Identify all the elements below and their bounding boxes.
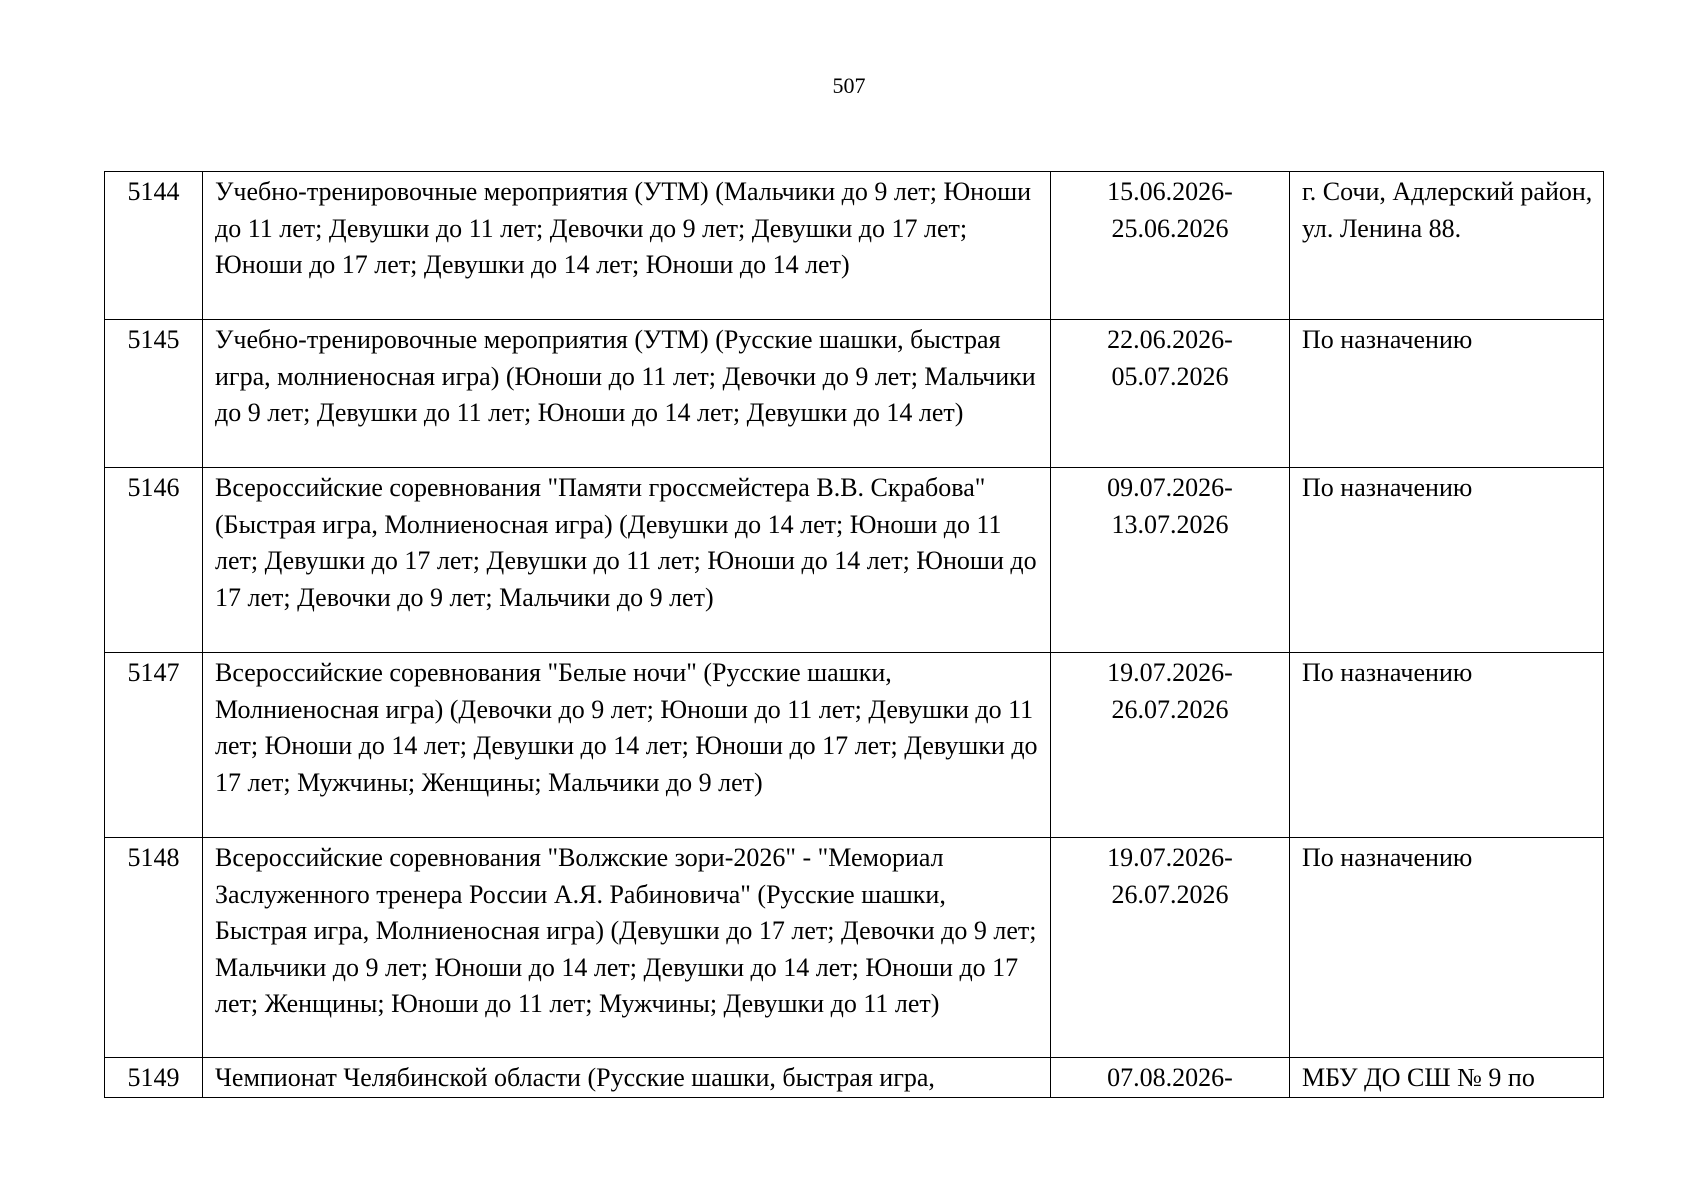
event-place: По назначению	[1290, 838, 1604, 1058]
event-dates	[1051, 172, 1290, 320]
page-number: 507	[832, 73, 866, 98]
event-number: 5145	[105, 320, 203, 468]
date-start: 19.07.2026-	[1107, 658, 1233, 687]
date-start: 07.08.2026-	[1107, 1063, 1233, 1092]
event-dates	[1051, 653, 1290, 838]
date-start: 19.07.2026-	[1107, 843, 1233, 872]
event-name: Чемпионат Челябинской области (Русские шашки, быстрая игра,	[203, 1058, 1051, 1098]
event-place: МБУ ДО СШ № 9 по	[1290, 1058, 1604, 1098]
event-name: Учебно-тренировочные мероприятия (УТМ) (Русские шашки, быстрая игра, молниеносная игра) (Юноши до 11 лет; Девочки до 9 лет; Мальчики до 9 лет; Девушки до 11 лет; Юноши до 14 лет; Девушки до 14 лет)	[203, 320, 1051, 468]
event-number: 5147	[105, 653, 203, 838]
events-table	[104, 171, 1604, 1098]
table-row	[105, 172, 1604, 320]
date-start: 22.06.2026-	[1107, 325, 1233, 354]
event-dates	[1051, 320, 1290, 468]
date-start: 15.06.2026-	[1107, 177, 1233, 206]
event-name: Учебно-тренировочные мероприятия (УТМ) (Мальчики до 9 лет; Юноши до 11 лет; Девушки до 11 лет; Девочки до 9 лет; Девушки до 17 лет; Юноши до 17 лет; Девушки до 14 лет; Юноши до 14 лет)	[203, 172, 1051, 320]
event-place: По назначению	[1290, 653, 1604, 838]
event-name: Всероссийские соревнования "Памяти гроссмейстера В.В. Скрабова" (Быстрая игра, Молниеносная игра) (Девушки до 14 лет; Юноши до 11 лет; Девушки до 17 лет; Девушки до 11 лет; Юноши до 14 лет; Юноши до 17 лет; Девочки до 9 лет; Мальчики до 9 лет)	[203, 468, 1051, 653]
event-name: Всероссийские соревнования "Волжские зори-2026" - "Мемориал Заслуженного тренера России А.Я. Рабиновича" (Русские шашки, Быстрая игра, Молниеносная игра) (Девушки до 17 лет; Девочки до 9 лет; Мальчики до 9 лет; Юноши до 14 лет; Девушки до 14 лет; Юноши до 17 лет; Женщины; Юноши до 11 лет; Мужчины; Девушки до 11 лет)	[203, 838, 1051, 1058]
event-place: г. Сочи, Адлерский район, ул. Ленина 88.	[1290, 172, 1604, 320]
date-start: 09.07.2026-	[1107, 473, 1233, 502]
table-row	[105, 838, 1604, 1058]
event-number: 5146	[105, 468, 203, 653]
event-number: 5149	[105, 1058, 203, 1098]
table-row	[105, 468, 1604, 653]
event-dates	[1051, 838, 1290, 1058]
event-dates	[1051, 1058, 1290, 1098]
event-name: Всероссийские соревнования "Белые ночи" (Русские шашки, Молниеносная игра) (Девочки до 9 лет; Юноши до 11 лет; Девушки до 11 лет; Юноши до 14 лет; Девушки до 14 лет; Юноши до 17 лет; Девушки до 17 лет; Мужчины; Женщины; Мальчики до 9 лет)	[203, 653, 1051, 838]
event-place: По назначению	[1290, 320, 1604, 468]
event-dates	[1051, 468, 1290, 653]
table-row	[105, 320, 1604, 468]
table-row	[105, 653, 1604, 838]
date-end: 25.06.2026	[1111, 213, 1229, 243]
date-end: 26.07.2026	[1111, 694, 1229, 724]
date-end: 05.07.2026	[1111, 361, 1229, 391]
event-place: По назначению	[1290, 468, 1604, 653]
date-end: 13.07.2026	[1111, 509, 1229, 539]
date-end: 26.07.2026	[1111, 879, 1229, 909]
event-number: 5148	[105, 838, 203, 1058]
table-row	[105, 1058, 1604, 1098]
event-number: 5144	[105, 172, 203, 320]
